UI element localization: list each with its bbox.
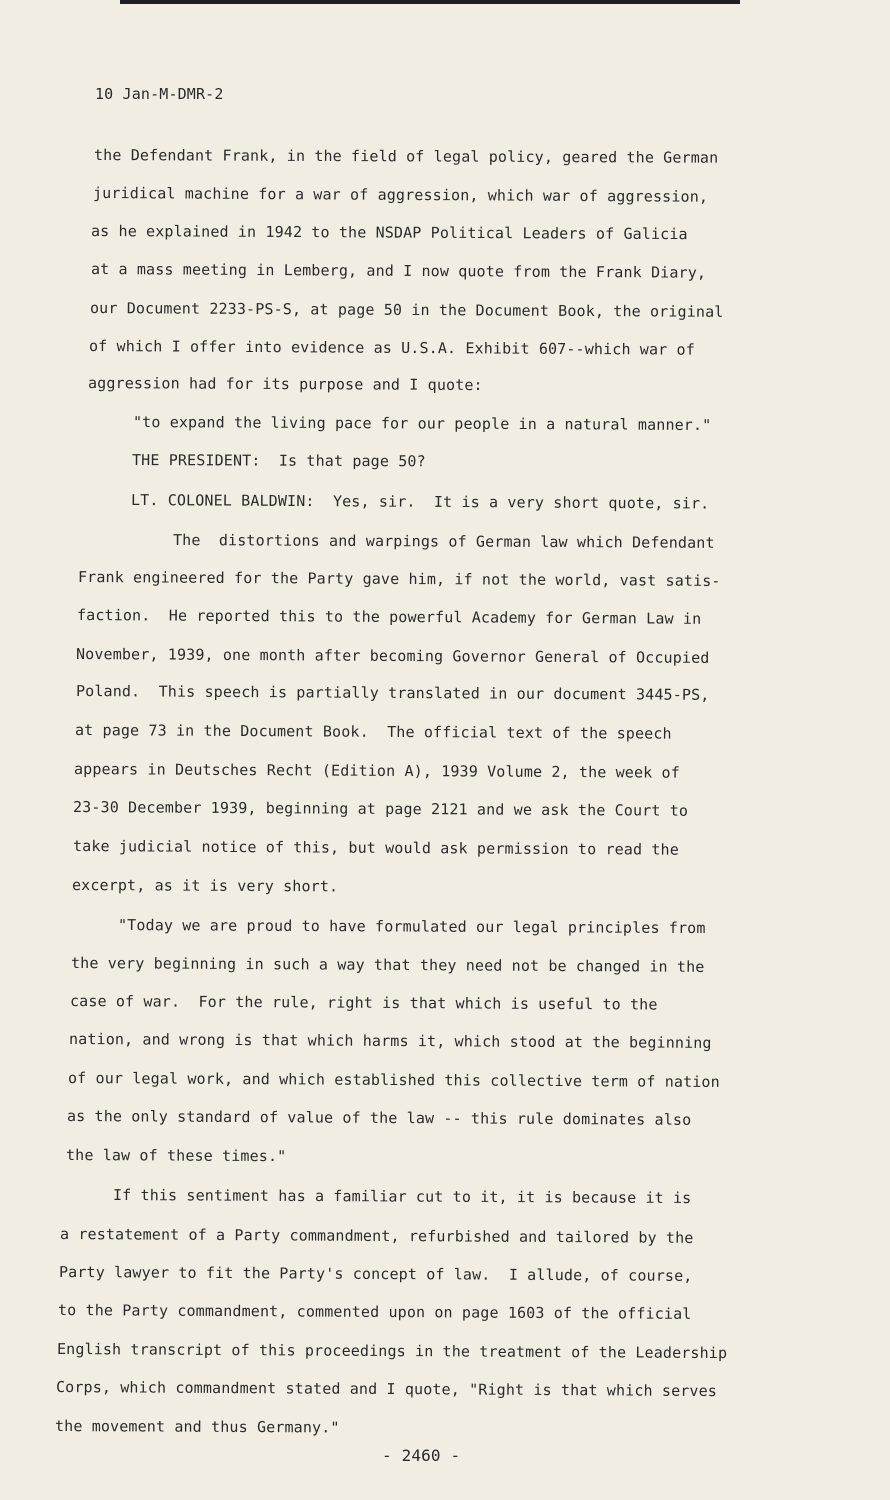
document-line-16: at page 73 in the Document Book. The official text of the speech: [74, 721, 672, 743]
document-line-19: take judicial notice of this, but would ask permission to read the: [72, 837, 679, 859]
document-line-27: the law of these times.": [65, 1146, 287, 1166]
document-line-30: Party lawyer to fit the Party's concept of law. I allude, of course,: [58, 1263, 693, 1285]
document-line-28: If this sentiment has a familiar cut to it, it is because it is: [112, 1186, 692, 1208]
document-line-24: nation, and wrong is that which harms it, which stood at the beginning: [68, 1030, 712, 1052]
document-line-18: 23-30 December 1939, beginning at page 2121 and we ask the Court to: [72, 798, 689, 820]
document-header-code: 10 Jan-M-DMR-2: [95, 85, 224, 103]
top-edge-mark: [120, 0, 740, 4]
page-number: - 2460 -: [382, 1446, 461, 1465]
document-line-6: of which I offer into evidence as U.S.A. Exhibit 607--which war of: [88, 337, 695, 359]
document-line-5: our Document 2233-PS-S, at page 50 in the Document Book, the original: [89, 299, 724, 321]
document-line-21: "Today we are proud to have formulated our legal principles from: [117, 916, 706, 938]
document-line-32: English transcript of this proceedings in the treatment of the Leadership: [56, 1340, 728, 1363]
document-line-15: Poland. This speech is partially translated in our document 3445-PS,: [75, 682, 710, 704]
document-line-33: Corps, which commandment stated and I quote, "Right is that which serves: [55, 1378, 718, 1401]
document-line-9: THE PRESIDENT: Is that page 50?: [131, 451, 426, 471]
document-line-20: excerpt, as it is very short.: [71, 876, 339, 896]
document-line-34: the movement and thus Germany.": [54, 1417, 340, 1437]
document-line-22: the very beginning in such a way that they need not be changed in the: [70, 954, 705, 976]
document-line-25: of our legal work, and which established this collective term of nation: [67, 1069, 720, 1091]
document-line-1: the Defendant Frank, in the field of legal policy, geared the German: [93, 146, 719, 167]
document-line-13: faction. He reported this to the powerful Academy for German Law in: [76, 606, 702, 628]
document-line-12: Frank engineered for the Party gave him, if not the world, vast satis-: [77, 568, 721, 590]
document-line-31: to the Party commandment, commented upon on page 1603 of the official: [57, 1301, 692, 1323]
document-line-14: November, 1939, one month after becoming Governor General of Occupied: [75, 645, 710, 667]
document-line-4: at a mass meeting in Lemberg, and I now quote from the Frank Diary,: [90, 260, 707, 282]
document-line-2: juridical machine for a war of aggression, which war of aggression,: [92, 184, 709, 206]
document-line-26: as the only standard of value of the law -- this rule dominates also: [66, 1107, 692, 1129]
document-line-10: LT. COLONEL BALDWIN: Yes, sir. It is a very short quote, sir.: [130, 491, 710, 513]
document-line-11: The distortions and warpings of German law which Defendant: [172, 531, 715, 552]
document-line-29: a restatement of a Party commandment, refurbished and tailored by the: [59, 1225, 694, 1247]
document-line-8: "to expand the living pace for our people in a natural manner.": [132, 413, 712, 435]
document-line-17: appears in Deutsches Recht (Edition A), 1939 Volume 2, the week of: [73, 760, 680, 782]
document-line-7: aggression had for its purpose and I quote:: [87, 374, 483, 395]
document-line-3: as he explained in 1942 to the NSDAP Political Leaders of Galicia: [90, 222, 688, 244]
document-line-23: case of war. For the rule, right is that which is useful to the: [69, 992, 658, 1014]
